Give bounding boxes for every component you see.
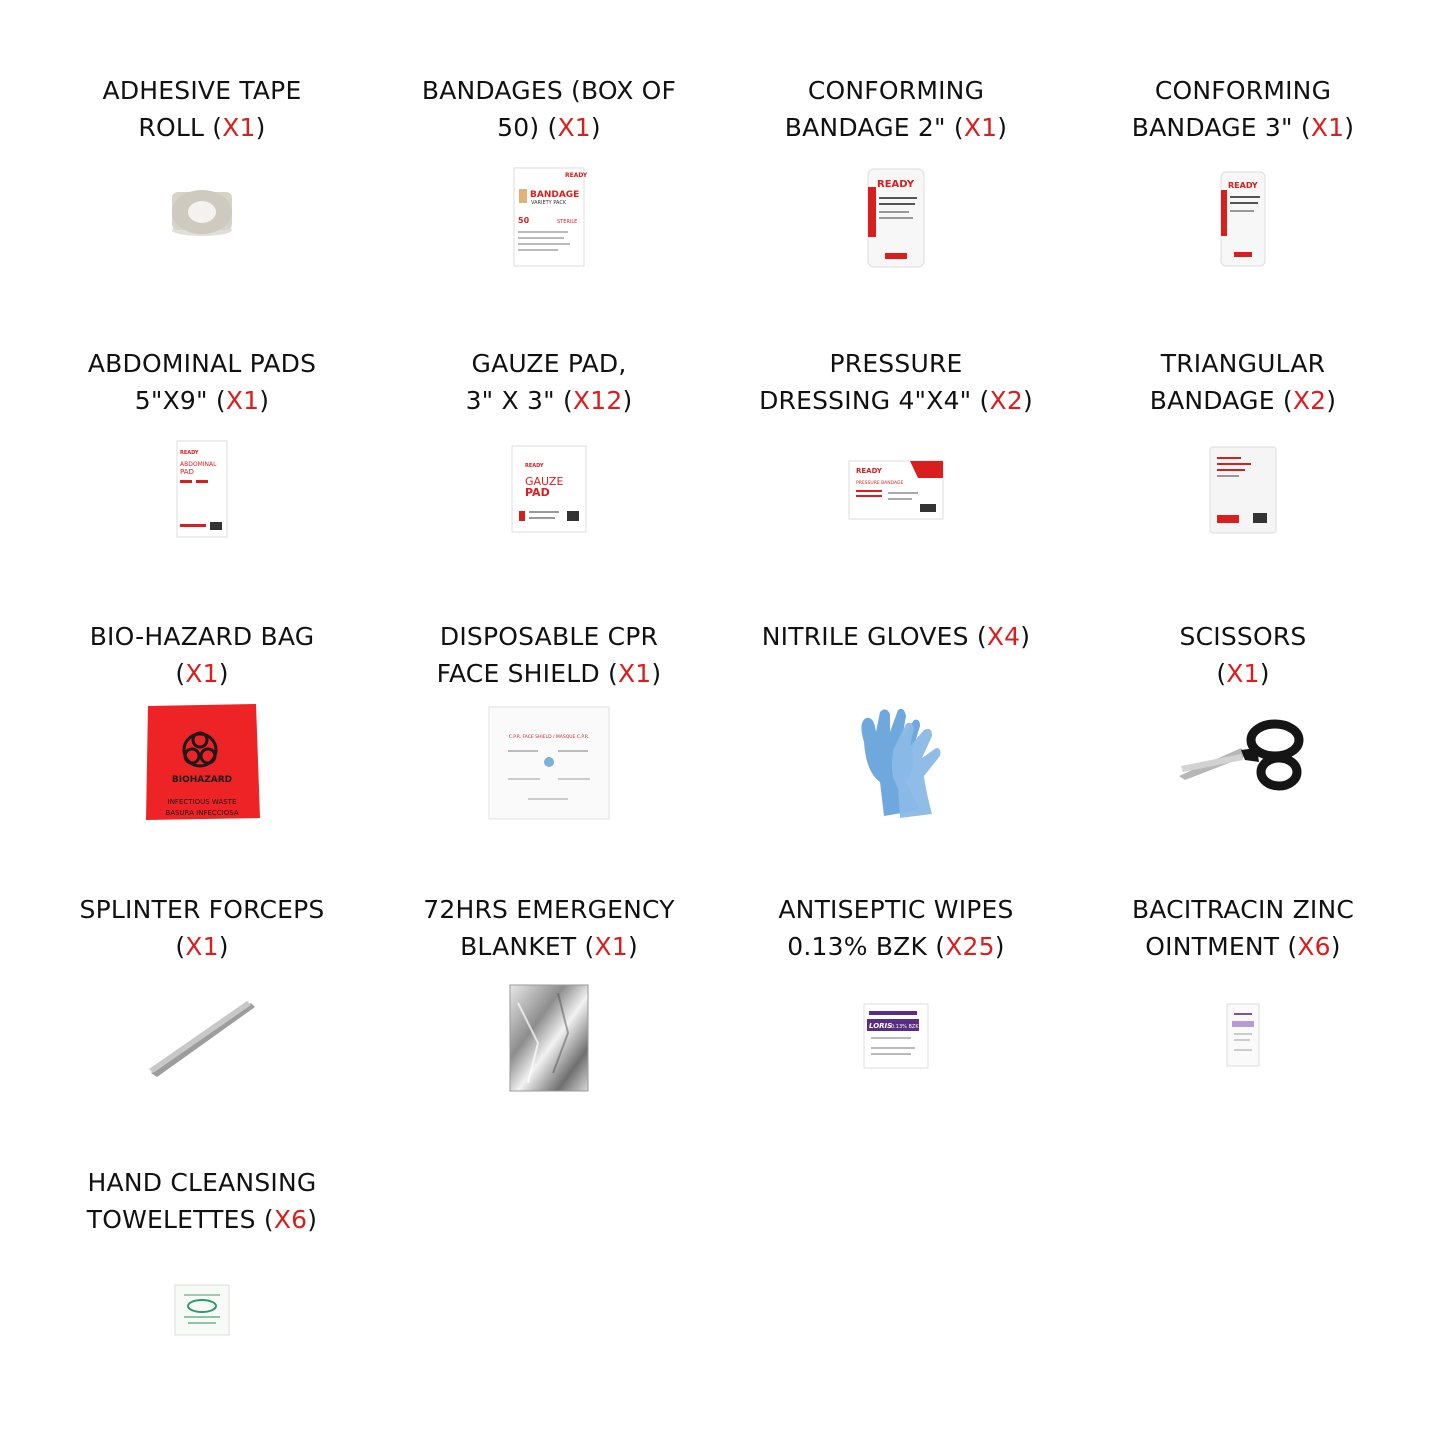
item-label: BIO-HAZARD BAG (X1): [89, 622, 315, 688]
pack-title: C.P.R. FACE SHIELD / MASQUE C.P.R.: [508, 735, 590, 740]
pack-title: GAUZE: [525, 475, 564, 488]
antiseptic-wipe-icon: [863, 1003, 929, 1069]
item-splinter-forceps: [37, 891, 367, 965]
item-scissors: [1078, 618, 1408, 692]
item-label: CONFORMING BANDAGE 2" (X1): [784, 76, 1008, 142]
pack-sub: VARIETY PACK: [531, 200, 567, 206]
item-label: ABDOMINAL PADS 5"X9" (X1): [87, 349, 317, 415]
pack-title: BANDAGE: [530, 190, 580, 200]
ointment-packet-icon: [1226, 1003, 1260, 1067]
biohazard-bag-icon: [142, 700, 262, 824]
item-label: CONFORMING BANDAGE 3" (X1): [1131, 76, 1355, 142]
item-triangular-bandage: [1078, 345, 1408, 419]
item-adhesive-tape: [37, 72, 367, 146]
item-biohazard-bag: [37, 618, 367, 817]
item-conforming-bandage-3: [1078, 72, 1408, 190]
item-label: BACITRACIN ZINC OINTMENT (X6): [1131, 895, 1355, 961]
bandage-box-icon: [513, 167, 588, 267]
item-label: NITRILE GLOVES (X4): [761, 622, 1031, 651]
pack-line1: INFECTIOUS WASTE: [167, 798, 237, 806]
item-conforming-bandage-2: [731, 72, 1061, 190]
pack-title: PRESSURE BANDAGE: [856, 481, 904, 486]
pack-brand: READY: [1228, 181, 1258, 190]
forceps-icon: [147, 999, 257, 1079]
pack-title: 0.13% BZK: [891, 1024, 919, 1030]
item-hand-towelettes: [37, 1164, 367, 1238]
item-bandages-box: [384, 72, 714, 225]
cpr-face-shield-icon: [488, 706, 610, 820]
pack-brand: LORIS: [869, 1022, 893, 1030]
item-label: BANDAGES (BOX OF 50) (X1): [421, 76, 677, 142]
item-bacitracin-ointment: [1078, 891, 1408, 965]
pack-line2: BASURA INFECCIOSA: [165, 809, 239, 817]
gauze-pad-icon: [511, 445, 587, 533]
item-label: 72HRS EMERGENCY BLANKET (X1): [423, 895, 675, 961]
item-label: SPLINTER FORCEPS (X1): [79, 895, 325, 961]
pressure-dressing-icon: [848, 460, 944, 520]
item-emergency-blanket: [384, 891, 714, 965]
item-cpr-face-shield: [384, 618, 714, 740]
towelette-icon: [174, 1284, 230, 1336]
item-gauze-pad: [384, 345, 714, 499]
item-label: DISPOSABLE CPR FACE SHIELD (X1): [436, 622, 662, 688]
conforming-bandage-icon: [865, 167, 927, 269]
item-label: HAND CLEANSING TOWELETTES (X6): [86, 1168, 318, 1234]
item-label: SCISSORS (X1): [1179, 622, 1307, 688]
emergency-blanket-icon: [508, 983, 590, 1093]
item-label: GAUZE PAD, 3" X 3" (X12): [465, 349, 633, 415]
pack-brand: READY: [877, 179, 915, 190]
pack-brand: READY: [180, 450, 199, 456]
pack-brand: READY: [856, 467, 882, 475]
pack-brand: READY: [565, 172, 588, 179]
pack-title: BIOHAZARD: [171, 775, 233, 785]
item-label: TRIANGULAR BANDAGE (X2): [1149, 349, 1337, 415]
item-abdominal-pads: [37, 345, 367, 476]
conforming-bandage-icon: [1218, 170, 1268, 268]
abdominal-pad-icon: [176, 440, 228, 538]
item-pressure-dressing: [731, 345, 1061, 486]
pack-sterile: STERILE: [557, 219, 578, 225]
pack-sub: PAD: [525, 486, 550, 499]
item-label: PRESSURE DRESSING 4"X4" (X2): [759, 349, 1033, 415]
pack-sub: PAD: [180, 468, 194, 476]
item-antiseptic-wipes: [731, 891, 1061, 1030]
nitrile-gloves-icon: [844, 702, 948, 820]
item-label: ADHESIVE TAPE ROLL (X1): [102, 76, 302, 142]
scissors-icon: [1175, 718, 1311, 794]
triangular-bandage-icon: [1207, 445, 1279, 535]
pack-count: 50: [518, 216, 530, 225]
pack-brand: READY: [525, 463, 544, 469]
tape-roll-icon: [167, 182, 237, 242]
item-label: ANTISEPTIC WIPES 0.13% BZK (X25): [778, 895, 1014, 961]
item-nitrile-gloves: [731, 618, 1061, 655]
pack-title: ABDOMINAL: [180, 461, 217, 468]
